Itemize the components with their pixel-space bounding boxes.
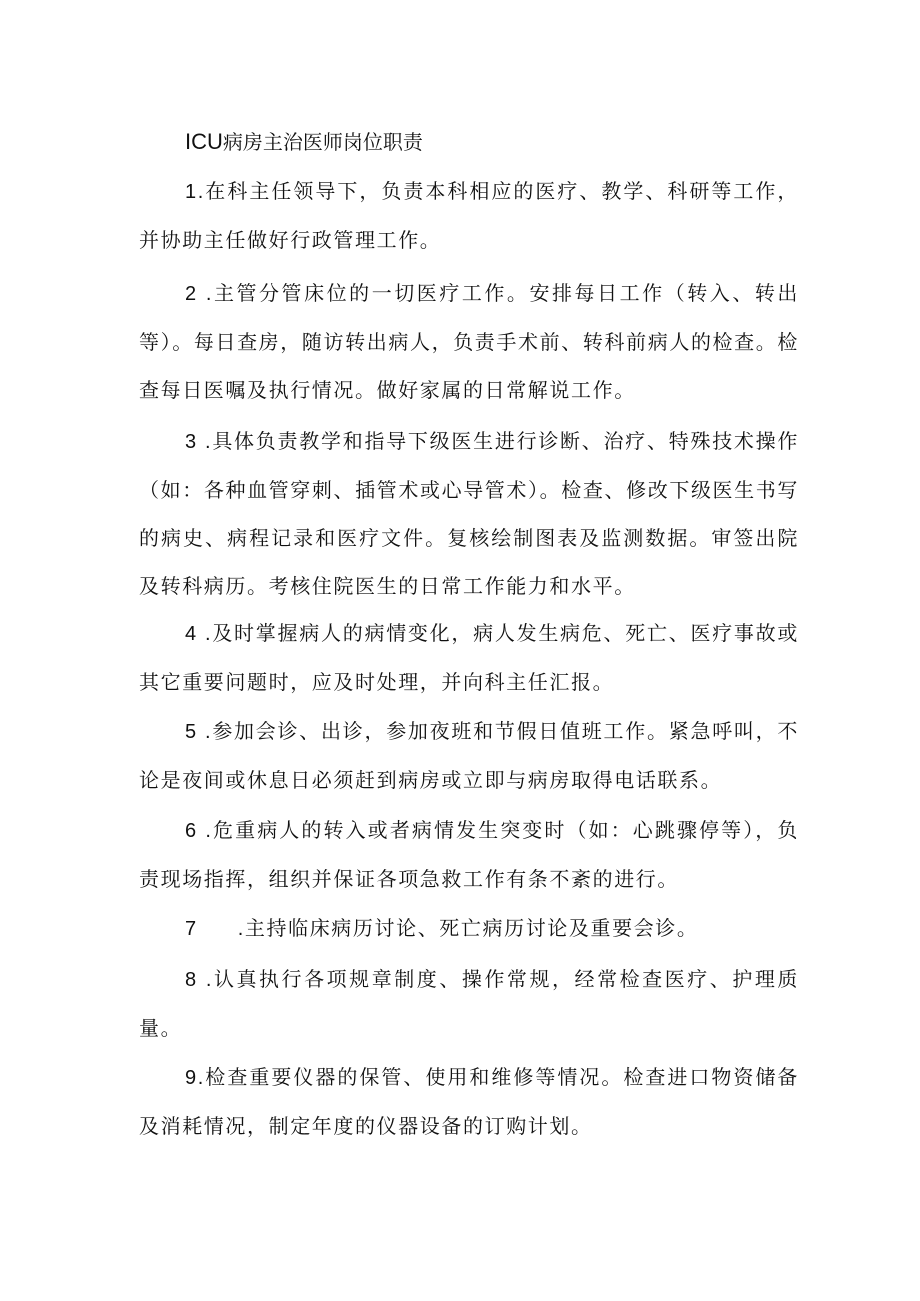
item-separator: . xyxy=(197,623,213,645)
item-number: 5 xyxy=(185,721,198,743)
item-text: 检查重要仪器的保管、使用和维修等情况。检查进口物资储备及消耗情况，制定年度的仪器设备的订购计划。 xyxy=(139,1065,799,1138)
duty-item-1 xyxy=(139,167,799,264)
item-separator: . xyxy=(197,721,213,743)
item-number: 6 xyxy=(185,820,198,842)
item-text: 主管分管床位的一切医疗工作。安排每日工作（转入、转出等）。每日查房，随访转出病人，负责手术前、转科前病人的检查。检查每日医嘱及执行情况。做好家属的日常解说工作。 xyxy=(139,281,799,402)
duty-item-4 xyxy=(139,609,799,706)
document-title xyxy=(185,128,423,156)
item-text: 认真执行各项规章制度、操作常规，经常检查医疗、护理质量。 xyxy=(139,967,799,1040)
item-separator: . xyxy=(237,918,245,940)
title-text: 病房主治医师岗位职责 xyxy=(222,130,423,154)
item-number: 9 xyxy=(185,1067,198,1089)
item-number: 3 xyxy=(185,431,198,453)
duty-item-5 xyxy=(139,707,799,804)
duty-item-9 xyxy=(139,1053,799,1150)
item-text: 危重病人的转入或者病情发生突变时（如：心跳骤停等），负责现场指挥，组织并保证各项急救工作有条不紊的进行。 xyxy=(139,818,799,891)
item-text: 在科主任领导下，负责本科相应的医疗、教学、科研等工作，并协助主任做好行政管理工作。 xyxy=(139,179,799,252)
duty-item-7 xyxy=(139,904,799,953)
item-number: 7 xyxy=(185,918,198,940)
item-text: 参加会诊、出诊，参加夜班和节假日值班工作。紧急呼叫，不论是夜间或休息日必须赶到病房或立即与病房取得电话联系。 xyxy=(139,719,799,792)
item-text: 及时掌握病人的病情变化，病人发生病危、死亡、医疗事故或其它重要问题时，应及时处理，并向科主任汇报。 xyxy=(139,621,799,694)
item-number: 2 xyxy=(185,283,198,305)
item-number: 1 xyxy=(185,181,198,203)
duty-item-2 xyxy=(139,269,799,414)
title-abbreviation: ICU xyxy=(185,129,223,154)
item-separator: . xyxy=(197,969,213,991)
item-text: 具体负责教学和指导下级医生进行诊断、治疗、特殊技术操作（如：各种血管穿刺、插管术或心导管术）。检查、修改下级医生书写的病史、病程记录和医疗文件。复核绘制图表及监测数据。审签出院及转科病历。考核住院医生的日常工作能力和水平。 xyxy=(139,429,799,598)
item-separator: . xyxy=(197,181,205,203)
item-separator: . xyxy=(197,283,213,305)
duty-item-6 xyxy=(139,806,799,903)
item-separator: . xyxy=(197,820,213,842)
item-number: 8 xyxy=(185,969,198,991)
item-separator: . xyxy=(197,1067,205,1089)
duty-item-8 xyxy=(139,955,799,1052)
duty-item-3 xyxy=(139,417,799,610)
item-text: 主持临床病历讨论、死亡病历讨论及重要会诊。 xyxy=(244,916,699,940)
item-separator: . xyxy=(197,431,213,453)
item-number: 4 xyxy=(185,623,198,645)
